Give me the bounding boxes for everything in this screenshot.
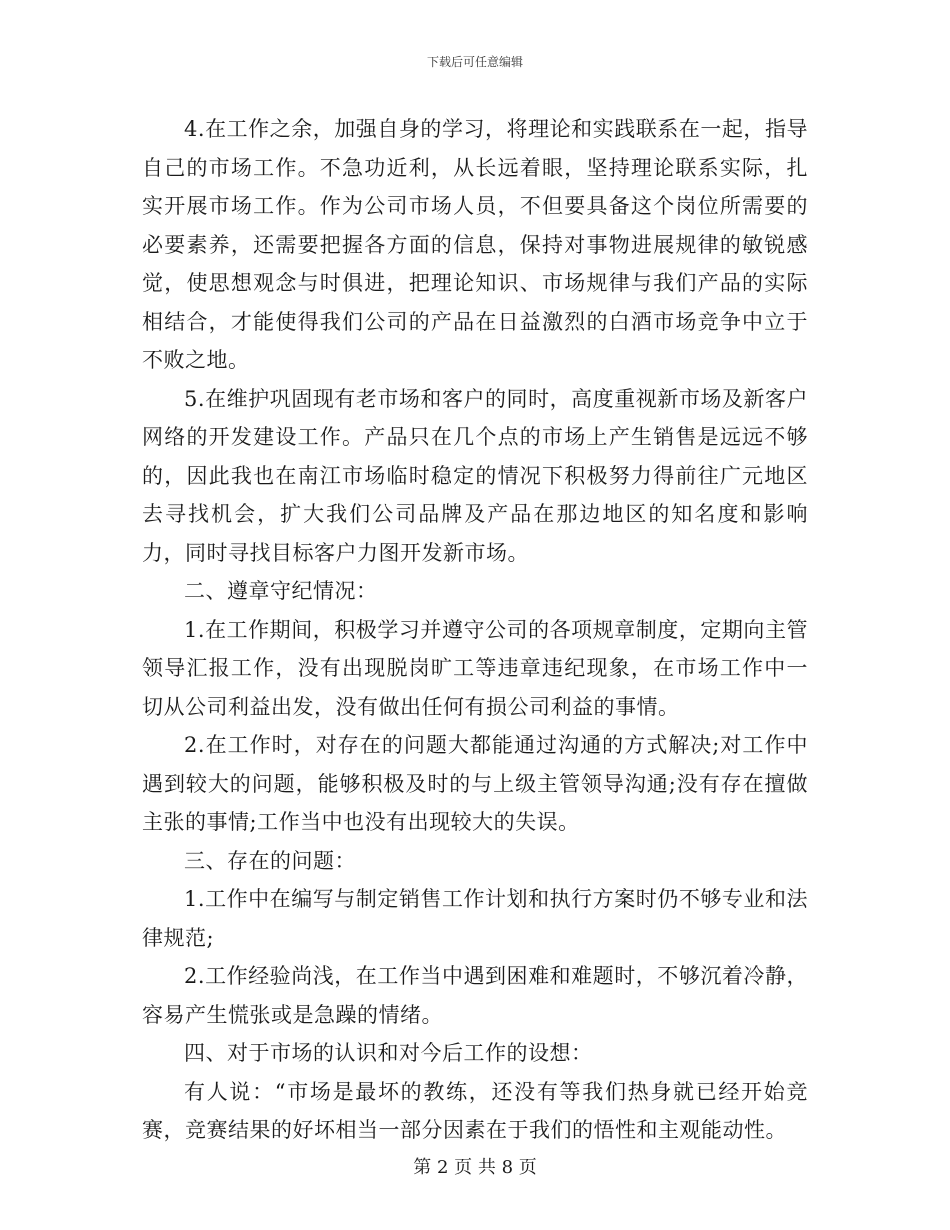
paragraph-problem-2: 2.工作经验尚浅，在工作当中遇到困难和难题时，不够沉着冷静，容易产生慌张或是急躁的情绪。 (142, 964, 808, 1027)
paragraph-discipline-2: 2.在工作时，对存在的问题大都能通过沟通的方式解决;对工作中遇到较大的问题，能够积极及时的与上级主管领导沟通;没有存在擅做主张的事情;工作当中也没有出现较大的失误。 (142, 733, 808, 834)
section-heading-market: 四、对于市场的认识和对今后工作的设想： (184, 1041, 593, 1065)
paragraph-discipline-1: 1.在工作期间，积极学习并遵守公司的各项规章制度，定期向主管领导汇报工作，没有出现脱岗旷工等违章违纪现象，在市场工作中一切从公司利益出发，没有做出任何有损公司利益的事情。 (142, 617, 808, 719)
page-header: 下载后可任意编辑 (426, 55, 523, 69)
paragraph-market-quote: 有人说：“市场是最坏的教练，还没有等我们热身就已经开始竞赛，竞赛结果的好坏相当一部分因素在于我们的悟性和主观能动性。 (142, 1079, 808, 1142)
paragraph-item-5: 5.在维护巩固现有老市场和客户的同时，高度重视新市场及新客户网络的开发建设工作。产品只在几个点的市场上产生销售是远远不够的，因此我也在南江市场临时稳定的情况下积极努力得前往广元地区去寻找机会，扩大我们公司品牌及产品在那边地区的知名度和影响力，同时寻找目标客户力图开发新市场。 (142, 386, 808, 565)
document-body (142, 110, 808, 1150)
section-heading-problems: 三、存在的问题： (184, 848, 356, 873)
section-heading-discipline: 二、遵章守纪情况： (184, 579, 378, 603)
paragraph-problem-1: 1.工作中在编写与制定销售工作计划和执行方案时仍不够专业和法律规范; (142, 887, 808, 950)
page-number-footer: 第 2 页 共 8 页 (413, 1157, 537, 1178)
paragraph-item-4: 4.在工作之余，加强自身的学习，将理论和实践联系在一起，指导自己的市场工作。不急功近利，从长远着眼，坚持理论联系实际，扎实开展市场工作。作为公司市场人员，不但要具备这个岗位所需要的必要素养，还需要把握各方面的信息，保持对事物进展规律的敏锐感觉，使思想观念与时俱进，把理论知识、市场规律与我们产品的实际相结合，才能使得我们公司的产品在日益激烈的白酒市场竞争中立于不败之地。 (142, 117, 808, 372)
